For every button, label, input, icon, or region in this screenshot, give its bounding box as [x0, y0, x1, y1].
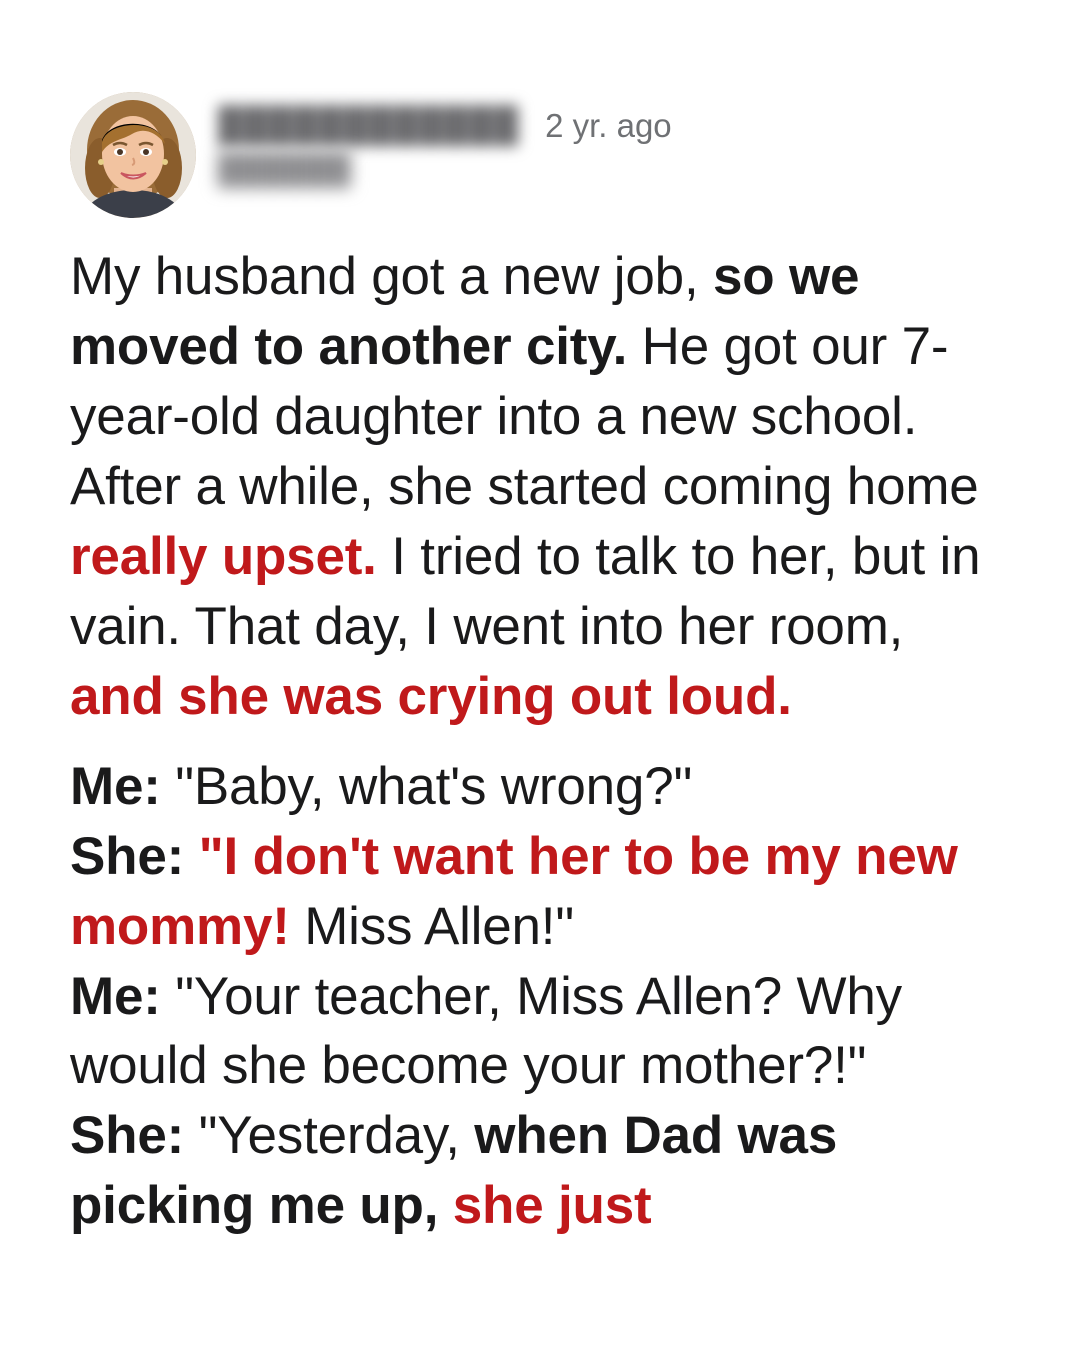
paragraph-text-run: really upset.	[70, 526, 377, 586]
dialogue-text-run: Miss Allen!"	[289, 896, 574, 956]
post-timestamp: 2 yr. ago	[545, 106, 672, 144]
post-paragraph	[70, 242, 1010, 732]
paragraph-text-run: My husband got a new job,	[70, 247, 713, 306]
post-dialogue	[70, 752, 1010, 1242]
post-body	[70, 242, 1010, 1241]
dialogue-text-run: She:	[70, 1106, 185, 1166]
name-row	[218, 106, 1010, 145]
avatar[interactable]	[70, 92, 196, 218]
dialogue-line	[70, 962, 1010, 1102]
dialogue-line	[70, 752, 1010, 822]
username-subtitle-redacted: ██████	[218, 153, 352, 186]
dialogue-line	[70, 1101, 1010, 1241]
dialogue-text-run: "Your teacher, Miss Allen? Why would she become your mother?!"	[70, 966, 902, 1096]
dialogue-text-run: Me:	[70, 756, 161, 816]
dialogue-text-run: "I don't want her to be my new mommy!	[70, 826, 958, 956]
dialogue-text-run: She:	[70, 826, 185, 886]
dialogue-line	[70, 822, 1010, 962]
post-header	[70, 92, 1010, 224]
paragraph-text-run: and she was crying out loud.	[70, 666, 792, 726]
dialogue-text-run: "Baby, what's wrong?"	[160, 756, 693, 816]
post-meta	[218, 92, 1010, 187]
username-redacted[interactable]: ████████████	[218, 106, 520, 144]
dialogue-text-run: "Yesterday,	[184, 1106, 475, 1166]
dialogue-text-run: she just	[452, 1176, 652, 1236]
paragraph-text-run: He got our 7-year-old daughter into a new school. After a while, she started coming home	[70, 316, 979, 516]
paragraph-text-run: so we moved to another city.	[70, 247, 860, 376]
dialogue-text-run: Me:	[70, 966, 161, 1026]
paragraph-text-run: I tried to talk to her, but in vain. That day, I went into her room,	[70, 526, 981, 656]
avatar-photo-icon	[70, 92, 196, 218]
dialogue-text-run: when Dad was picking me up,	[70, 1106, 838, 1236]
